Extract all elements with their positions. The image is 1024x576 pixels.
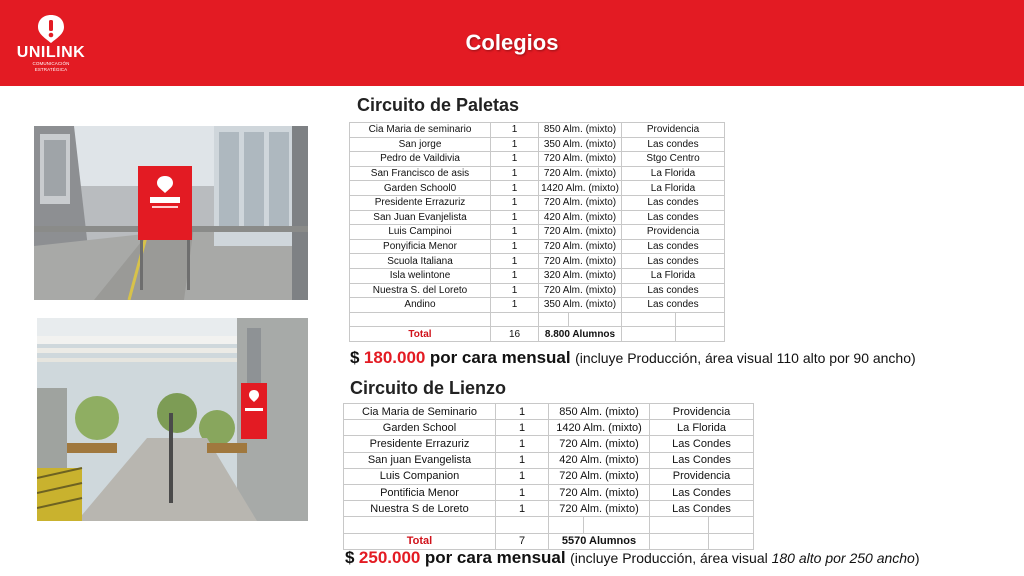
lienzo-price-dollar: $ xyxy=(345,548,355,567)
table-row xyxy=(344,452,754,468)
table-row xyxy=(350,225,725,240)
district-cell: Providencia xyxy=(650,404,754,420)
district-cell: Las condes xyxy=(622,283,725,298)
school-cell: Isla welintone xyxy=(350,268,491,283)
district-cell: Las Condes xyxy=(650,501,754,517)
table-row xyxy=(350,152,725,167)
school-cell: Luis Companion xyxy=(344,468,496,484)
page-title: Colegios xyxy=(465,30,559,55)
students-cell: 350 Alm. (mixto) xyxy=(539,137,622,152)
lienzo-price-text: por cara mensual xyxy=(424,548,566,567)
school-cell: San juan Evangelista xyxy=(344,452,496,468)
lienzo-title: Circuito de Lienzo xyxy=(350,378,507,398)
table-row xyxy=(350,137,725,152)
students-cell: 1420 Alm. (mixto) xyxy=(549,420,650,436)
district-cell: Las condes xyxy=(622,210,725,225)
students-cell: 720 Alm. (mixto) xyxy=(539,152,622,167)
table-row xyxy=(344,484,754,500)
units-cell: 1 xyxy=(491,254,539,269)
school-cell: Scuola Italiana xyxy=(350,254,491,269)
table-row xyxy=(350,268,725,283)
table-row xyxy=(350,166,725,181)
units-cell: 1 xyxy=(496,501,549,517)
school-cell: Nuestra S de Loreto xyxy=(344,501,496,517)
total-count: 7 xyxy=(496,533,549,549)
empty-cell xyxy=(344,517,496,533)
photo-paleta-billboard xyxy=(34,126,308,300)
total-label: Total xyxy=(350,327,491,342)
students-cell: 850 Alm. (mixto) xyxy=(549,404,650,420)
paletas-price-text: por cara mensual xyxy=(429,348,571,367)
school-cell: Garden School0 xyxy=(350,181,491,196)
district-cell: La Florida xyxy=(650,420,754,436)
school-cell: Pedro de Vaildivia xyxy=(350,152,491,167)
lienzo-price-note-before: (incluye Producción, área visual xyxy=(570,550,772,566)
lienzo-price-amount: 250.000 xyxy=(358,548,421,567)
district-cell: Las condes xyxy=(622,137,725,152)
table-row-empty xyxy=(344,517,754,533)
district-cell: Providencia xyxy=(622,123,725,138)
empty-cell xyxy=(491,312,539,327)
table-row xyxy=(350,210,725,225)
school-cell: San Juan Evanjelista xyxy=(350,210,491,225)
units-cell: 1 xyxy=(491,239,539,254)
units-cell: 1 xyxy=(491,166,539,181)
empty-cell xyxy=(709,533,754,549)
table-row xyxy=(344,501,754,517)
units-cell: 1 xyxy=(491,298,539,313)
district-cell: Las Condes xyxy=(650,484,754,500)
empty-cell xyxy=(350,312,491,327)
school-cell: Pontificia Menor xyxy=(344,484,496,500)
table-row xyxy=(344,468,754,484)
table-row xyxy=(344,420,754,436)
district-cell: La Florida xyxy=(622,166,725,181)
school-cell: Cia Maria de Seminario xyxy=(344,404,496,420)
table-total-row xyxy=(344,533,754,549)
empty-cell xyxy=(496,517,549,533)
logo-brand-text: UNILINK xyxy=(16,44,86,61)
students-cell: 720 Alm. (mixto) xyxy=(539,166,622,181)
paletas-price xyxy=(350,348,916,368)
empty-cell xyxy=(650,533,709,549)
units-cell: 1 xyxy=(491,195,539,210)
units-cell: 1 xyxy=(491,268,539,283)
school-cell: Andino xyxy=(350,298,491,313)
students-cell: 420 Alm. (mixto) xyxy=(549,452,650,468)
lienzo-price-note xyxy=(570,550,919,566)
district-cell: Las Condes xyxy=(650,452,754,468)
empty-cell xyxy=(622,327,676,342)
district-cell: Las condes xyxy=(622,298,725,313)
students-cell: 720 Alm. (mixto) xyxy=(549,468,650,484)
empty-cell xyxy=(709,517,754,533)
total-count: 16 xyxy=(491,327,539,342)
school-cell: Presidente Errazuriz xyxy=(350,195,491,210)
students-cell: 720 Alm. (mixto) xyxy=(539,283,622,298)
units-cell: 1 xyxy=(496,420,549,436)
empty-cell xyxy=(676,327,725,342)
school-cell: Garden School xyxy=(344,420,496,436)
units-cell: 1 xyxy=(491,225,539,240)
students-cell: 1420 Alm. (mixto) xyxy=(539,181,622,196)
students-cell: 720 Alm. (mixto) xyxy=(539,239,622,254)
table-row-empty xyxy=(350,312,725,327)
paletas-price-dollar: $ xyxy=(350,348,360,367)
units-cell: 1 xyxy=(491,283,539,298)
empty-cell xyxy=(584,517,650,533)
lienzo-price-note-after: ) xyxy=(914,550,920,566)
table-row xyxy=(344,404,754,420)
students-cell: 720 Alm. (mixto) xyxy=(539,225,622,240)
school-cell: Presidente Errazuriz xyxy=(344,436,496,452)
district-cell: La Florida xyxy=(622,181,725,196)
students-cell: 720 Alm. (mixto) xyxy=(549,484,650,500)
table-row xyxy=(350,239,725,254)
empty-cell xyxy=(549,517,584,533)
school-cell: Ponyificia Menor xyxy=(350,239,491,254)
table-row xyxy=(350,195,725,210)
students-cell: 720 Alm. (mixto) xyxy=(539,254,622,269)
district-cell: Las condes xyxy=(622,195,725,210)
students-cell: 720 Alm. (mixto) xyxy=(549,436,650,452)
paletas-table xyxy=(349,122,725,342)
units-cell: 1 xyxy=(491,123,539,138)
units-cell: 1 xyxy=(496,436,549,452)
paletas-price-note: (incluye Producción, área visual 110 alto por 90 ancho) xyxy=(575,350,916,366)
district-cell: La Florida xyxy=(622,268,725,283)
photo-lienzo-courtyard xyxy=(37,318,308,521)
total-label: Total xyxy=(344,533,496,549)
table-row xyxy=(350,123,725,138)
district-cell: Stgo Centro xyxy=(622,152,725,167)
lienzo-table xyxy=(343,403,754,550)
lienzo-price xyxy=(345,548,920,568)
units-cell: 1 xyxy=(491,210,539,225)
school-cell: Luis Campinoi xyxy=(350,225,491,240)
paletas-title: Circuito de Paletas xyxy=(357,95,520,115)
total-students: 5570 Alumnos xyxy=(549,533,650,549)
district-cell: Providencia xyxy=(622,225,725,240)
units-cell: 1 xyxy=(491,152,539,167)
table-row xyxy=(344,436,754,452)
total-students: 8.800 Alumnos xyxy=(539,327,622,342)
empty-cell xyxy=(676,312,725,327)
school-cell: San jorge xyxy=(350,137,491,152)
empty-cell xyxy=(650,517,709,533)
students-cell: 720 Alm. (mixto) xyxy=(549,501,650,517)
lienzo-price-note-italic: 180 alto por 250 ancho xyxy=(771,550,915,566)
units-cell: 1 xyxy=(491,137,539,152)
district-cell: Las condes xyxy=(622,239,725,254)
units-cell: 1 xyxy=(496,404,549,420)
paletas-price-amount: 180.000 xyxy=(363,348,426,367)
district-cell: Las Condes xyxy=(650,436,754,452)
table-total-row xyxy=(350,327,725,342)
students-cell: 850 Alm. (mixto) xyxy=(539,123,622,138)
table-row xyxy=(350,283,725,298)
table-row xyxy=(350,298,725,313)
students-cell: 720 Alm. (mixto) xyxy=(539,195,622,210)
units-cell: 1 xyxy=(496,452,549,468)
school-cell: Nuestra S. del Loreto xyxy=(350,283,491,298)
district-cell: Las condes xyxy=(622,254,725,269)
students-cell: 350 Alm. (mixto) xyxy=(539,298,622,313)
school-cell: Cia Maria de seminario xyxy=(350,123,491,138)
logo-tagline: COMUNICACIÓN ESTRATÉGICA xyxy=(32,61,70,72)
empty-cell xyxy=(622,312,676,327)
units-cell: 1 xyxy=(496,484,549,500)
table-row xyxy=(350,181,725,196)
students-cell: 320 Alm. (mixto) xyxy=(539,268,622,283)
units-cell: 1 xyxy=(491,181,539,196)
table-row xyxy=(350,254,725,269)
empty-cell xyxy=(539,312,569,327)
empty-cell xyxy=(569,312,622,327)
units-cell: 1 xyxy=(496,468,549,484)
school-cell: San Francisco de asis xyxy=(350,166,491,181)
students-cell: 420 Alm. (mixto) xyxy=(539,210,622,225)
district-cell: Providencia xyxy=(650,468,754,484)
header-bar xyxy=(0,0,1024,86)
